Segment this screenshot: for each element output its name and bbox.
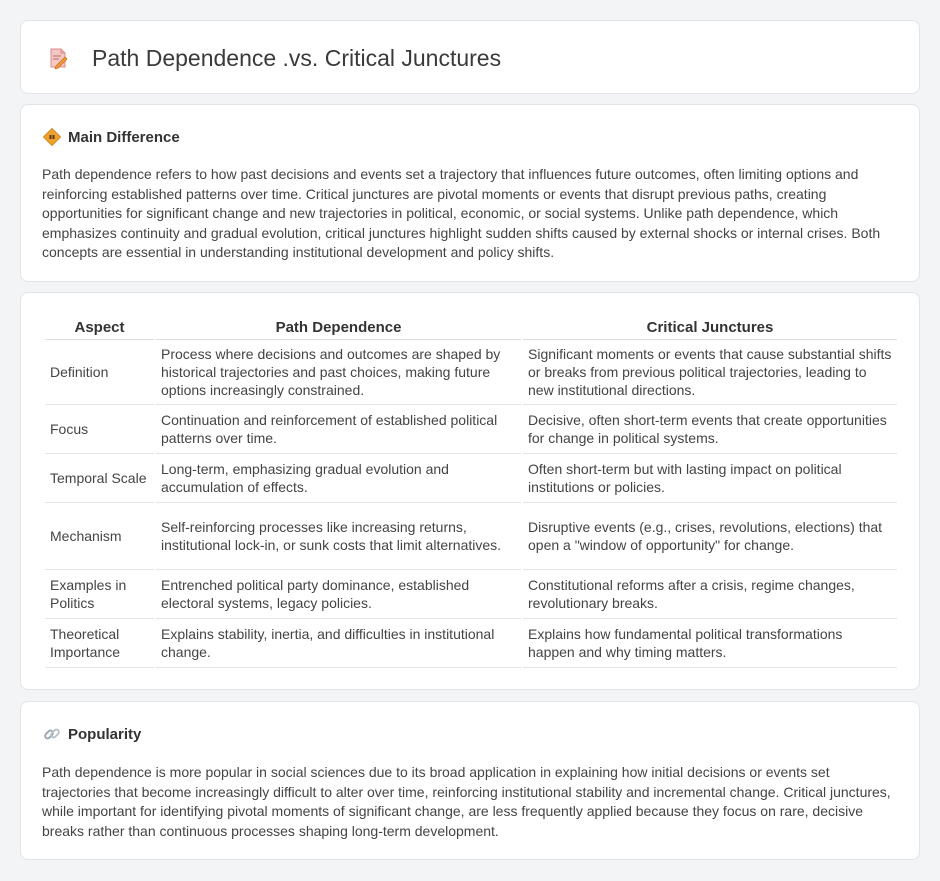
table-row: [45, 405, 897, 454]
popularity-title: Popularity: [68, 725, 142, 743]
main-difference-section: [20, 104, 920, 282]
table-row: [45, 619, 897, 668]
diamond-sign-icon: [43, 128, 61, 146]
path-dependence-cell: Long-term, emphasizing gradual evolution and accumulation of effects.: [156, 454, 521, 503]
popularity-header: [43, 724, 141, 744]
table-row: [45, 340, 897, 405]
popularity-text: Path dependence is more popular in social sciences due to its broad application in explaining how initial decisions or events set trajectories that become increasingly difficult to alter over time, reinforcing institutional stability and incremental change. Critical junctures, while important for identifying pivotal moments of significant change, are less frequently applied because they focus on rare, decisive breaks rather than continuous processes shaping long-term development.: [42, 764, 891, 839]
link-icon: [43, 725, 61, 743]
document-pencil-icon: [47, 47, 69, 69]
column-header-path-dependence: Path Dependence: [156, 314, 521, 340]
path-dependence-cell: Entrenched political party dominance, established electoral systems, legacy policies.: [156, 570, 521, 619]
popularity-section: [20, 701, 920, 860]
aspect-cell: Temporal Scale: [45, 454, 154, 503]
table-header-row: [45, 314, 897, 340]
main-difference-title: Main Difference: [68, 128, 180, 146]
critical-junctures-cell: Disruptive events (e.g., crises, revolutions, elections) that open a "window of opportunity" for change.: [523, 503, 897, 570]
aspect-cell: Focus: [45, 405, 154, 454]
aspect-cell: Theoretical Importance: [45, 619, 154, 668]
critical-junctures-cell: Often short-term but with lasting impact on political institutions or policies.: [523, 454, 897, 503]
critical-junctures-cell: Decisive, often short-term events that create opportunities for change in political systems.: [523, 405, 897, 454]
path-dependence-cell: Process where decisions and outcomes are shaped by historical trajectories and past choices, making future options increasingly constrained.: [156, 340, 521, 405]
critical-junctures-cell: Significant moments or events that cause substantial shifts or breaks from previous political trajectories, leading to new institutional directions.: [523, 340, 897, 405]
aspect-cell: Definition: [45, 340, 154, 405]
comparison-table: [43, 314, 899, 668]
table-row: [45, 503, 897, 570]
column-header-critical-junctures: Critical Junctures: [523, 314, 897, 340]
table-row: [45, 570, 897, 619]
page-title: Path Dependence .vs. Critical Junctures: [92, 45, 502, 71]
path-dependence-cell: Explains stability, inertia, and difficulties in institutional change.: [156, 619, 521, 668]
critical-junctures-cell: Explains how fundamental political transformations happen and why timing matters.: [523, 619, 897, 668]
main-difference-header: [43, 127, 180, 147]
critical-junctures-cell: Constitutional reforms after a crisis, regime changes, revolutionary breaks.: [523, 570, 897, 619]
comparison-table-section: [20, 292, 920, 690]
aspect-cell: Examples in Politics: [45, 570, 154, 619]
title-card: [20, 20, 920, 94]
aspect-cell: Mechanism: [45, 503, 154, 570]
table-row: [45, 454, 897, 503]
column-header-aspect: Aspect: [45, 314, 154, 340]
path-dependence-cell: Self-reinforcing processes like increasing returns, institutional lock-in, or sunk costs that limit alternatives.: [156, 503, 521, 570]
main-difference-text: Path dependence refers to how past decisions and events set a trajectory that influences future outcomes, often limiting options and reinforcing established patterns over time. Critical junctures are pivotal moments or events that disrupt previous paths, creating opportunities for significant change and new trajectories in political, economic, or social systems. Unlike path dependence, which emphasizes continuity and gradual evolution, critical junctures highlight sudden shifts caused by external shocks or internal crises. Both concepts are essential in understanding institutional development and policy shifts.: [42, 166, 881, 260]
path-dependence-cell: Continuation and reinforcement of established political patterns over time.: [156, 405, 521, 454]
